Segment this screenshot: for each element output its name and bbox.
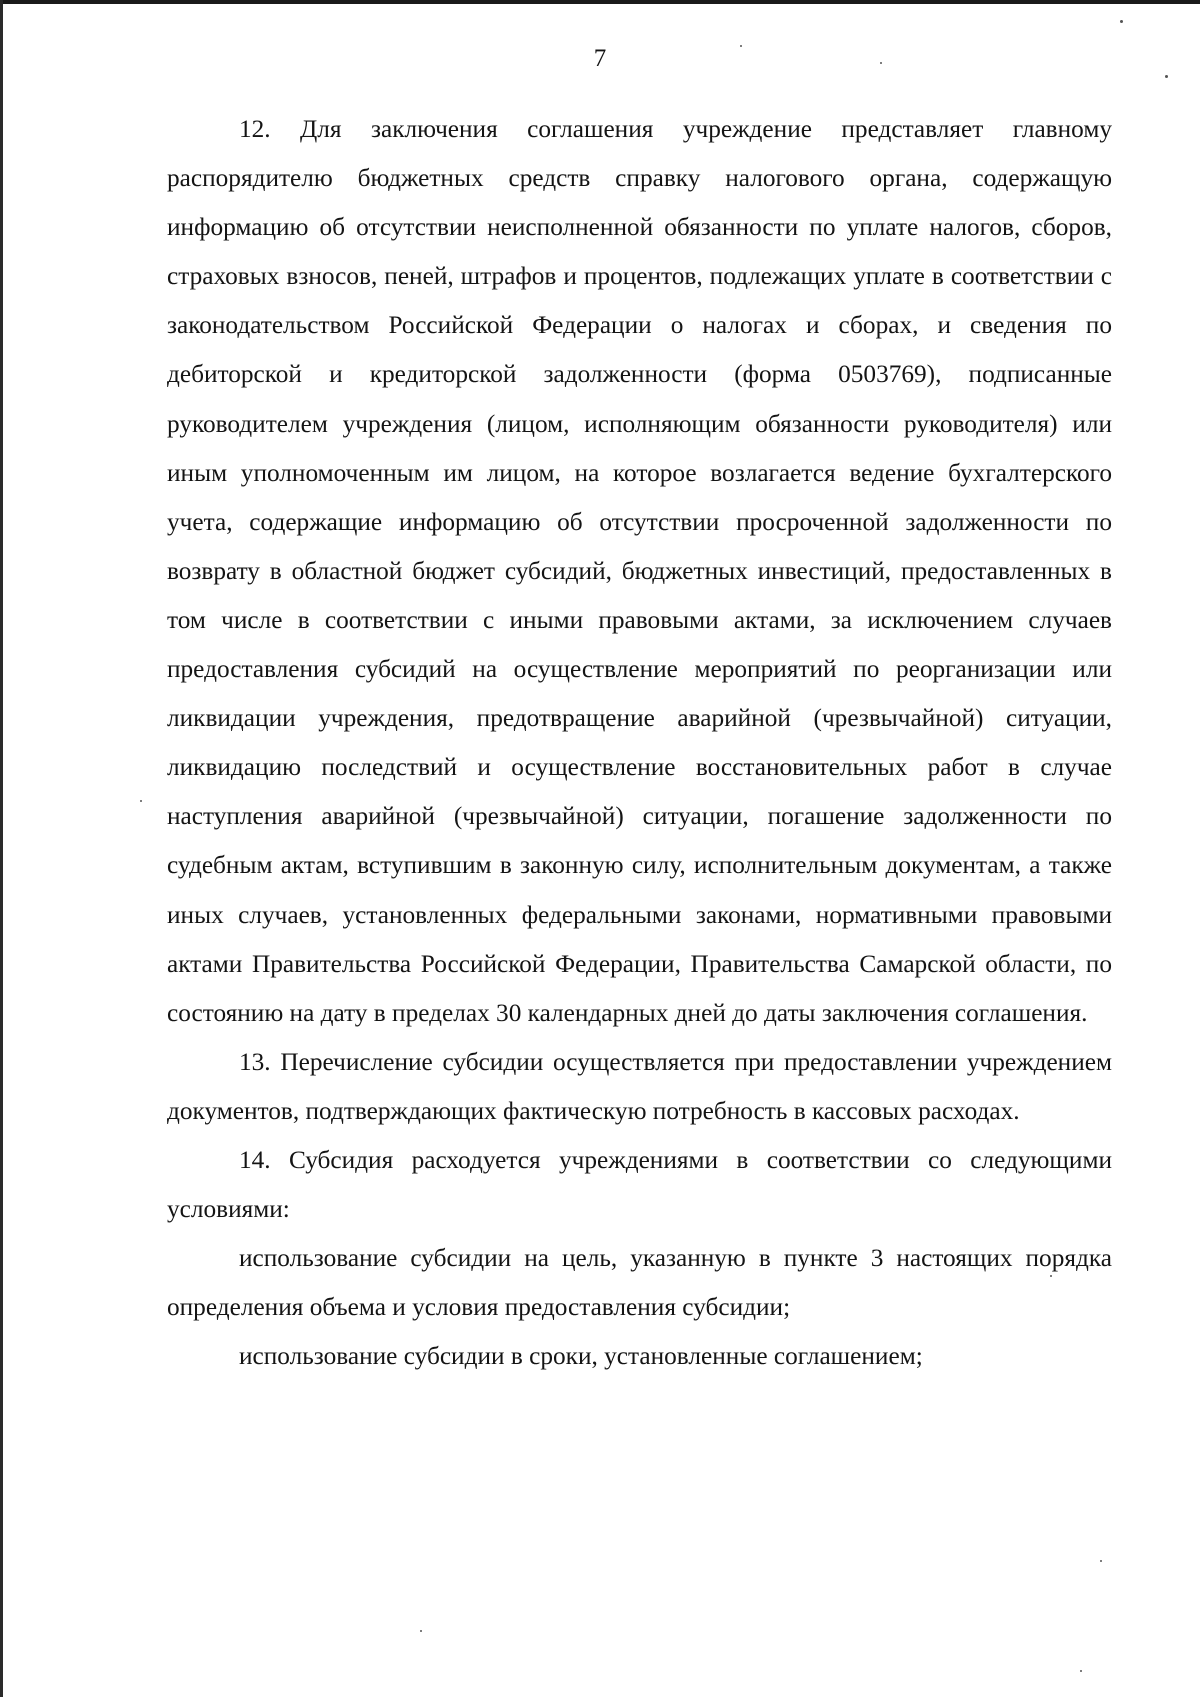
- scan-speck: [740, 45, 742, 47]
- paragraph-14: 14. Субсидия расходуется учреждениями в соответствии со следующими условиями:: [167, 1145, 1112, 1224]
- page-number: 7: [593, 45, 607, 72]
- condition-deadline: использование субсидии в сроки, установленные соглашением;: [239, 1342, 923, 1371]
- scan-top-border: [0, 0, 1200, 4]
- scan-speck: [1120, 20, 1123, 23]
- scan-left-edge: [0, 0, 3, 1697]
- scan-speck: [880, 62, 882, 64]
- scan-speck: [1080, 1670, 1082, 1672]
- scan-speck: [420, 1630, 422, 1632]
- scan-speck: [1165, 75, 1168, 78]
- scan-speck: [1050, 1275, 1052, 1277]
- paragraph-12: 12. Для заключения соглашения учреждение представляет главному распорядителю бюджетных средств справку налогового органа, содержащую информацию об отсутствии неисполненной обязанности по уплате налогов, сборов, страховых взносов, пеней, штрафов и процентов, подлежащих уплате в соответствии с законодательством Российской Федерации о налогах и сборах, и сведения по дебиторской и кредиторской задолженности (форма 0503769), подписанные руководителем учреждения (лицом, исполняющим обязанности руководителя) или иным уполномоченным им лицом, на которое возлагается ведение бухгалтерского учета, содержащие информацию об отсутствии просроченной задолженности по возврату в областной бюджет субсидий, бюджетных инвестиций, предоставленных в том числе в соответствии с иными правовыми актами, за исключением случаев предоставления субсидий на осуществление мероприятий по реорганизации или ликвидации учреждения, предотвращение аварийной (чрезвычайной) ситуации, ликвидацию последствий и осуществление восстановительных работ в случае наступления аварийной (чрезвычайной) ситуации, погашение задолженности по судебным актам, вступившим в законную силу, исполнительным документам, а также иных случаев, установленных федеральными законами, нормативными правовыми актами Правительства Российской Федерации, Правительства Самарской области, по состоянию на дату в пределах 30 календарных дней до даты заключения соглашения.: [167, 115, 1112, 1027]
- scan-speck: [140, 800, 142, 802]
- document-body: [167, 105, 1112, 1381]
- scan-speck: [1100, 1560, 1102, 1562]
- paragraph-13: 13. Перечисление субсидии осуществляется при предоставлении учреждением документов, подтверждающих фактическую потребность в кассовых расходах.: [167, 1047, 1112, 1125]
- condition-purpose: использование субсидии на цель, указанную в пункте 3 настоящих порядка определения объема и условия предоставления субсидии;: [167, 1244, 1112, 1322]
